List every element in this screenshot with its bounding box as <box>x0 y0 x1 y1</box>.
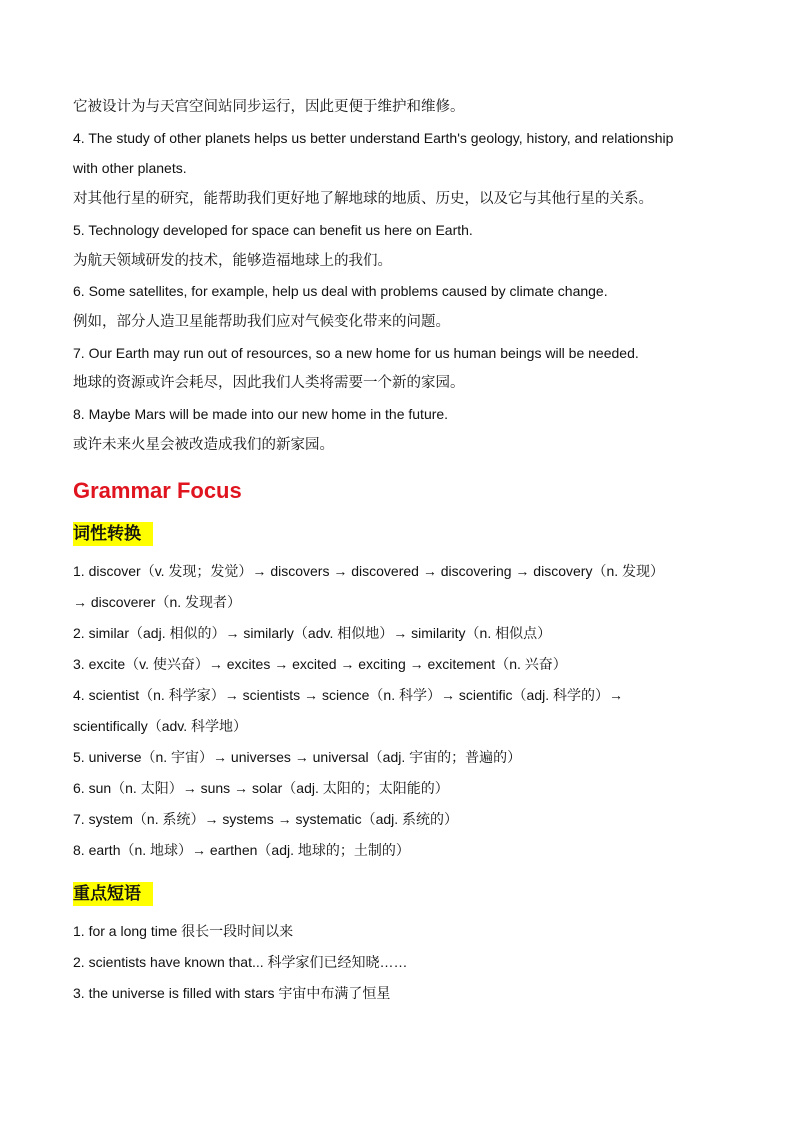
key-phrases-heading: 重点短语 <box>73 882 153 906</box>
word-form-item: → discoverer（n. 发现者） <box>73 594 242 611</box>
translation-line: 例如，部分人造卫星能帮助我们应对气候变化带来的问题。 <box>73 313 450 330</box>
word-form-item: 1. discover（v. 发现；发觉）→ discovers → discovered → discovering → discovery（n. 发现） <box>73 563 665 580</box>
translation-line: 为航天领域研发的技术，能够造福地球上的我们。 <box>73 252 392 269</box>
word-form-item: 4. scientist（n. 科学家）→ scientists → science（n. 科学）→ scientific（adj. 科学的）→ <box>73 687 624 704</box>
key-phrases-list <box>73 916 733 1009</box>
word-form-item: scientifically（adv. 科学地） <box>73 718 248 735</box>
grammar-focus-heading: Grammar Focus <box>73 478 242 504</box>
phrase-item: 3. the universe is filled with stars 宇宙中布满了恒星 <box>73 985 391 1002</box>
translation-line: 8. Maybe Mars will be made into our new home in the future. <box>73 406 449 423</box>
word-form-item: 6. sun（n. 太阳）→ suns → solar（adj. 太阳的；太阳能的） <box>73 780 449 797</box>
word-forms-list <box>73 556 733 866</box>
translation-section <box>73 92 733 460</box>
word-form-item: 5. universe（n. 宇宙）→ universes → universal（adj. 宇宙的；普遍的） <box>73 749 522 766</box>
phrase-item: 1. for a long time 很长一段时间以来 <box>73 923 294 940</box>
translation-line: 地球的资源或许会耗尽，因此我们人类将需要一个新的家园。 <box>73 375 465 392</box>
word-forms-heading: 词性转换 <box>73 522 153 546</box>
translation-line: 它被设计为与天宫空间站同步运行，因此更便于维护和维修。 <box>73 99 465 115</box>
word-form-item: 2. similar（adj. 相似的）→ similarly（adv. 相似地）→ similarity（n. 相似点） <box>73 625 552 642</box>
document-page <box>73 92 733 1009</box>
translation-line: 6. Some satellites, for example, help us deal with problems caused by climate change. <box>73 283 608 300</box>
word-form-item: 3. excite（v. 使兴奋）→ excites → excited → exciting → excitement（n. 兴奋） <box>73 656 567 673</box>
translation-line: 4. The study of other planets helps us better understand Earth's geology, history, and relationship <box>73 129 674 146</box>
word-form-item: 8. earth（n. 地球）→ earthen（adj. 地球的；土制的） <box>73 842 410 859</box>
phrase-item: 2. scientists have known that... 科学家们已经知晓…… <box>73 954 408 971</box>
translation-line: 5. Technology developed for space can benefit us here on Earth. <box>73 221 473 238</box>
translation-line: 7. Our Earth may run out of resources, so a new home for us human beings will be needed. <box>73 344 639 361</box>
word-form-item: 7. system（n. 系统）→ systems → systematic（adj. 系统的） <box>73 811 459 828</box>
translation-line: with other planets. <box>73 160 187 177</box>
translation-line: 对其他行星的研究，能帮助我们更好地了解地球的地质、历史，以及它与其他行星的关系。 <box>73 191 653 208</box>
translation-line: 或许未来火星会被改造成我们的新家园。 <box>73 436 334 453</box>
